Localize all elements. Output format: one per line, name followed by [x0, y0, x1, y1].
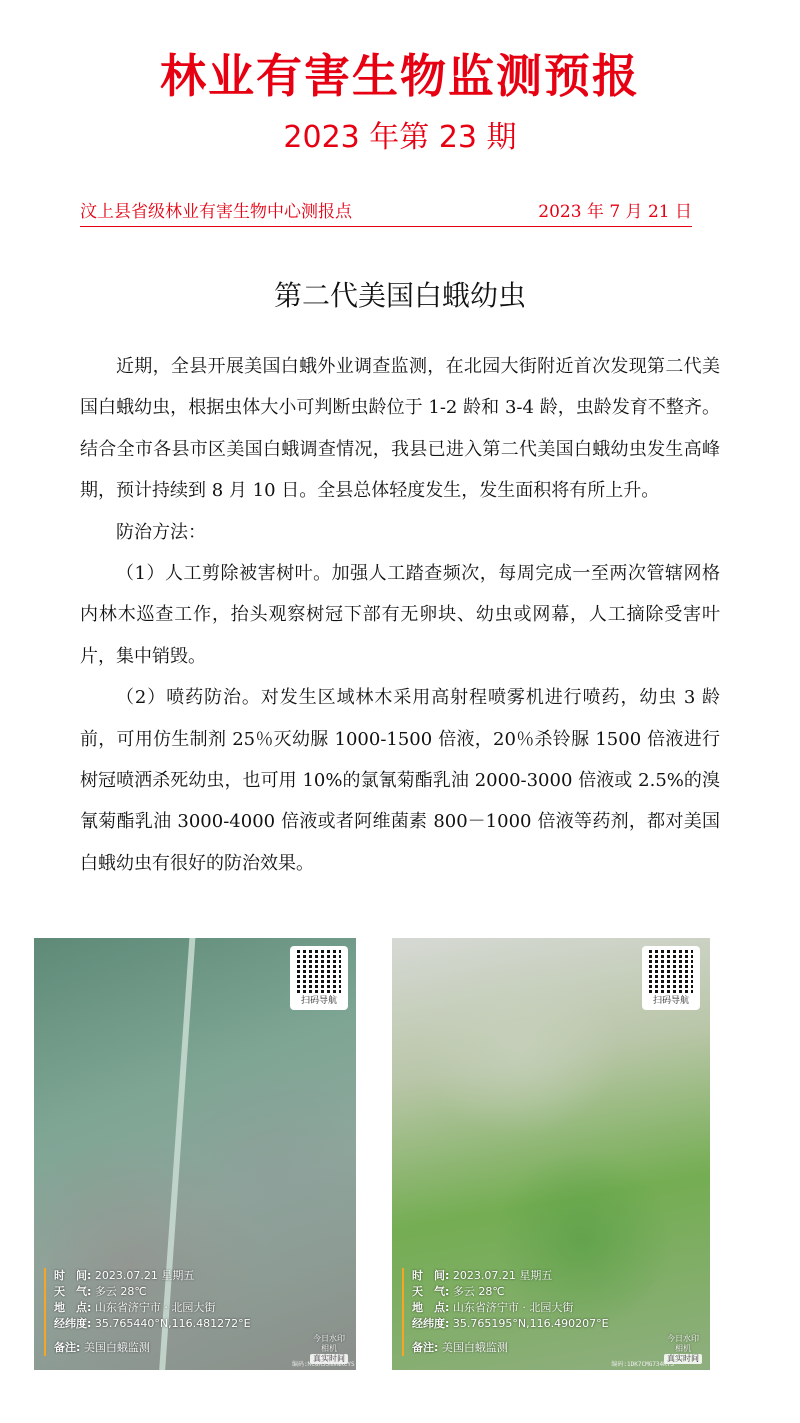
wm-weather: 天 气: 多云 28℃ — [412, 1285, 505, 1298]
wm-place: 地 点: 山东省济宁市 · 北园大街 — [412, 1301, 574, 1314]
qr-code-icon — [297, 949, 341, 993]
camera-stamp: 今日水印 相机 真实时间 — [664, 1334, 702, 1364]
stamp-code: 编码:1DK7CMG734KYS — [611, 1361, 674, 1368]
wm-coords: 经纬度: 35.765195°N,116.490207°E — [412, 1317, 609, 1330]
qr-code-badge — [642, 946, 700, 1010]
wm-note: 备注: 美国白蛾监测 — [54, 1341, 150, 1354]
qr-caption: 扫码导航 — [300, 996, 337, 1006]
paragraph-method-2: （2）喷药防治。对发生区域林木采用高射程喷雾机进行喷药，幼虫 3 龄前，可用仿生制剂 25％灭幼脲 1000-1500 倍液，20％杀铃脲 1500 倍液进行树冠喷洒杀死幼虫，也可用 10%的氯氰菊酯乳油 2000-3000 倍液或 2.5%的溴氰菊酯乳油 3000-4000 倍液或者阿维菌素 800－1000 倍液等药剂，都对美国白蛾幼虫有很好的防治效果。 — [80, 687, 720, 874]
paragraph-intro: 近期，全县开展美国白蛾外业调查监测，在北园大街附近首次发现第二代美国白蛾幼虫，根据虫体大小可判断虫龄位于 1-2 龄和 3-4 龄，虫龄发育不整齐。结合全市各县市区美国白蛾调查情况，我县已进入第二代美国白蛾幼虫发生高峰期，预计持续到 8 月 10 日。全县总体轻度发生，发生面积将有所上升。 — [80, 356, 720, 502]
camera-stamp: 今日水印 相机 真实时间 — [310, 1334, 348, 1364]
issuer-name: 汶上县省级林业有害生物中心测报点 — [80, 202, 352, 222]
wm-place: 地 点: 山东省济宁市 · 北园大街 — [54, 1301, 216, 1314]
wm-weather: 天 气: 多云 28℃ — [54, 1285, 147, 1298]
leaf-photo-right — [392, 938, 710, 1370]
wm-time: 时 间: 2023.07.21 星期五 — [54, 1269, 195, 1282]
article-title: 第二代美国白蛾幼虫 — [273, 279, 526, 312]
stamp-code: 编码:MC8RS5N9NKCYS — [292, 1361, 355, 1368]
issuer-line — [80, 198, 692, 227]
wm-coords: 经纬度: 35.765440°N,116.481272°E — [54, 1317, 251, 1330]
wm-note: 备注: 美国白蛾监测 — [412, 1341, 508, 1354]
photo-watermark — [44, 1268, 354, 1356]
qr-caption: 扫码导航 — [652, 996, 689, 1006]
bulletin-title: 林业有害生物监测预报 — [160, 49, 640, 103]
qr-code-badge — [290, 946, 348, 1010]
paragraph-methods-heading: 防治方法： — [116, 521, 206, 543]
qr-code-icon — [649, 949, 693, 993]
leaf-photo-left — [34, 938, 356, 1370]
wm-time: 时 间: 2023.07.21 星期五 — [412, 1269, 553, 1282]
issue-number: 2023 年第 23 期 — [283, 120, 517, 155]
paragraph-method-1: （1）人工剪除被害树叶。加强人工踏查频次，每周完成一至两次管辖网格内林木巡查工作，抬头观察树冠下部有无卵块、幼虫或网幕，人工摘除受害叶片，集中销毁。 — [80, 563, 720, 667]
issue-date: 2023 年 7 月 21 日 — [538, 202, 692, 222]
article-body — [80, 346, 720, 884]
